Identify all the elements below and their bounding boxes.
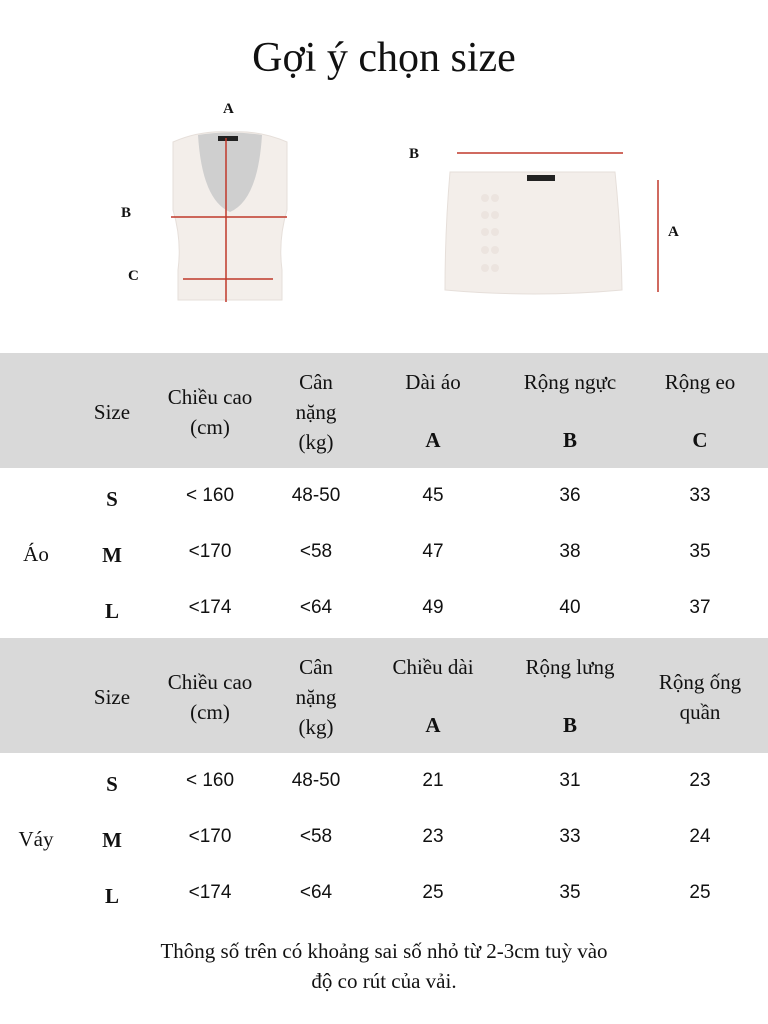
- cell: 45: [422, 485, 444, 506]
- cell: 33: [689, 485, 711, 506]
- ao-table-header: [0, 353, 768, 468]
- footer-note: Thông số trên có khoảng sai số nhỏ từ 2-3cm tuỳ vào độ co rút của vải.: [160, 939, 608, 993]
- cell: <58: [299, 826, 333, 847]
- label-a: A: [223, 101, 234, 117]
- section-label: Áo: [23, 542, 49, 566]
- letter-a: A: [425, 713, 441, 737]
- col-leg: Rộng ống quần: [658, 670, 742, 724]
- col-length: Dài áo: [405, 370, 461, 394]
- col-chest: Rộng ngực: [523, 370, 617, 394]
- cell: 24: [689, 826, 711, 847]
- cell: <170: [188, 541, 232, 562]
- cell: 25: [689, 882, 711, 903]
- letter-c: C: [692, 428, 708, 452]
- cell: 48-50: [291, 770, 341, 791]
- cell: 23: [689, 770, 711, 791]
- size: M: [102, 828, 122, 852]
- cell: 35: [559, 882, 581, 903]
- size: L: [104, 884, 120, 908]
- cell: 38: [559, 541, 581, 562]
- size: L: [104, 599, 120, 623]
- cell: 47: [422, 541, 444, 562]
- cell: <64: [299, 882, 333, 903]
- letter-b: B: [562, 713, 578, 737]
- skirt-image: [435, 140, 665, 300]
- cell: 31: [559, 770, 581, 791]
- letter-a: A: [425, 428, 441, 452]
- size: S: [106, 487, 118, 511]
- col-weight: Cân nặng (kg): [295, 370, 337, 454]
- label-b: B: [409, 146, 420, 162]
- cell: 25: [422, 882, 444, 903]
- cell: 49: [422, 597, 444, 618]
- cell: <170: [188, 826, 232, 847]
- ao-table-body: [0, 468, 768, 637]
- vay-table-body: [0, 753, 768, 922]
- col-weight: Cân nặng (kg): [295, 655, 337, 739]
- vay-table-header: [0, 638, 768, 753]
- col-height: Chiều cao (cm): [167, 670, 253, 724]
- cell: 33: [559, 826, 581, 847]
- cell: <58: [299, 541, 333, 562]
- col-waist: Rộng eo: [664, 370, 736, 394]
- cell: <64: [299, 597, 333, 618]
- size: M: [102, 543, 122, 567]
- letter-b: B: [562, 428, 578, 452]
- cell: 21: [422, 770, 444, 791]
- top-diagram: [110, 95, 310, 310]
- cell: < 160: [185, 770, 235, 791]
- section-label: Váy: [18, 827, 54, 851]
- label-c: C: [128, 268, 139, 284]
- skirt-diagram: [400, 140, 700, 310]
- cell: 40: [559, 597, 581, 618]
- cell: 48-50: [291, 485, 341, 506]
- cell: <174: [188, 882, 232, 903]
- cell: 35: [689, 541, 711, 562]
- col-length: Chiều dài: [392, 655, 474, 679]
- cell: 23: [422, 826, 444, 847]
- cell: < 160: [185, 485, 235, 506]
- cell: 36: [559, 485, 581, 506]
- cell: 37: [689, 597, 711, 618]
- page-title: Gợi ý chọn size: [252, 35, 516, 81]
- cell: <174: [188, 597, 232, 618]
- label-b: B: [121, 205, 132, 221]
- label-a: A: [668, 224, 679, 240]
- col-size: Size: [93, 400, 131, 424]
- size: S: [106, 772, 118, 796]
- col-height: Chiều cao (cm): [167, 385, 253, 439]
- col-waist: Rộng lưng: [525, 655, 615, 679]
- vest-image: [170, 130, 290, 305]
- col-size: Size: [93, 685, 131, 709]
